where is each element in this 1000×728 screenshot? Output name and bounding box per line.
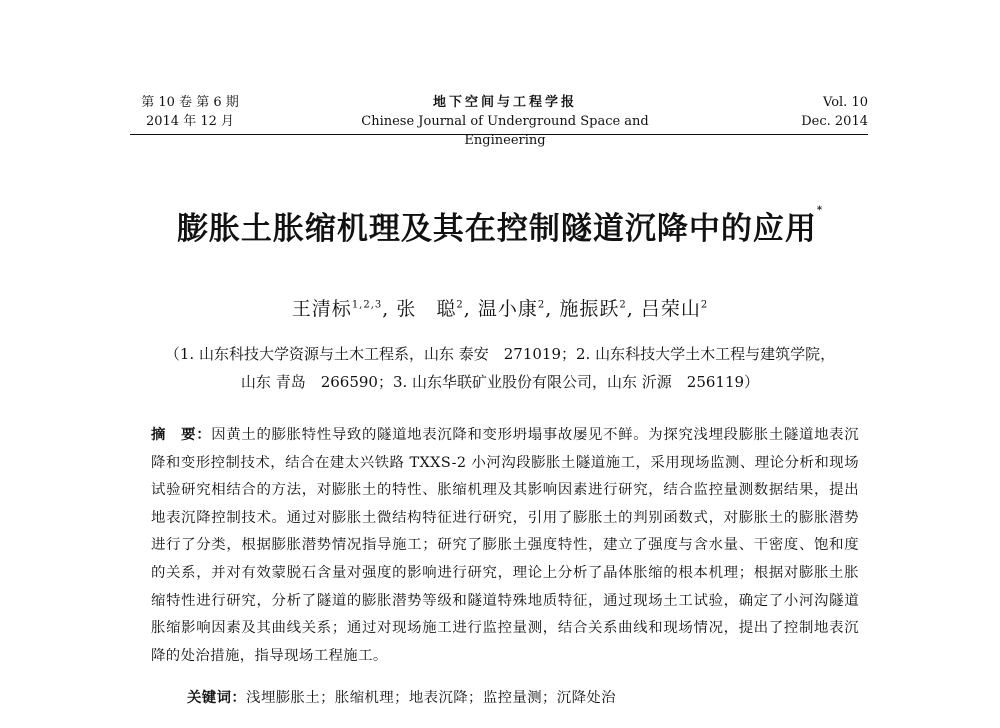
volume-issue: 第 10 卷 第 6 期 — [141, 95, 239, 110]
author-name: 张 聪 — [396, 298, 457, 320]
keywords — [187, 686, 859, 707]
author-affil-mark: 2 — [537, 299, 546, 311]
affiliation-line: 山东 青岛 266590；3. 山东华联矿业股份有限公司，山东 沂源 256119） — [240, 373, 760, 391]
affiliation-line: （1. 山东科技大学资源与土木工程系，山东 泰安 271019；2. 山东科技大学土木工程与建筑学院， — [164, 345, 836, 363]
author-affil-mark: 1,2,3 — [351, 299, 383, 311]
author-affil-mark: 2 — [700, 299, 709, 311]
author-affil-mark: 2 — [456, 299, 464, 311]
author-name: 温小康 — [477, 298, 538, 320]
date-en: Dec. 2014 — [801, 114, 868, 129]
header-center — [325, 93, 685, 150]
abstract-label: 摘 要： — [151, 427, 212, 443]
header-right — [801, 93, 868, 131]
volume-en: Vol. 10 — [823, 95, 868, 110]
author-affil-mark: 2 — [619, 299, 627, 311]
author-name: 吕荣山 — [640, 298, 701, 320]
paper-title — [0, 203, 1000, 248]
journal-name-en: Chinese Journal of Underground Space and Engineering — [361, 114, 649, 148]
author-name: 施振跃 — [559, 298, 620, 320]
date-cn: 2014 年 12 月 — [145, 114, 235, 129]
keywords-label: 关键词： — [187, 690, 247, 706]
abstract — [151, 422, 859, 670]
journal-name-cn: 地下空间与工程学报 — [432, 95, 577, 110]
author-name: 王清标 — [291, 298, 352, 320]
affiliations — [0, 340, 1000, 396]
keywords-text: 浅埋膨胀土；胀缩机理；地表沉降；监控量测；沉降处治 — [246, 690, 616, 706]
abstract-text: 因黄土的膨胀特性导致的隧道地表沉降和变形坍塌事故屡见不鲜。为探究浅埋段膨胀土隧道地表沉降和变形控制技术，结合在建太兴铁路 TXXS-2 小河沟段膨胀土隧道施工，采用现场监测、理论分析和现场试验研究相结合的方法，对膨胀土的特性、胀缩机理及其影响因素进行研究，结合监控量测数据结果，提出地表沉降控制技术。通过对膨胀土微结构特征进行研究，引用了膨胀土的判别函数式，对膨胀土的膨胀潜势进行了分类，根据膨胀潜势情况指导施工；研究了膨胀土强度特性，建立了强度与含水量、干密度、饱和度的关系，并对有效蒙脱石含量对强度的影响进行研究，理论上分析了晶体胀缩的根本机理；根据对膨胀土胀缩特性进行研究，分析了隧道的膨胀潜势等级和隧道特殊地质特征，通过现场土工试验，确定了小河沟隧道胀缩影响因素及其曲线关系；通过对现场施工进行监控量测，结合关系曲线和现场情况，提出了控制地表沉降的处治措施，指导现场工程施工。 — [151, 427, 859, 664]
header-rule — [130, 134, 868, 135]
title-footnote-mark: * — [816, 205, 824, 216]
header-left — [130, 93, 250, 131]
title-text: 膨胀土胀缩机理及其在控制隧道沉降中的应用 — [176, 211, 817, 247]
author-list: 王清标$^{1,2,3}$, 张 聪$^2$, 温小康$^2$, 施振跃$^2$, 吕荣山$^2$ — [291, 298, 709, 320]
running-header — [130, 93, 868, 148]
